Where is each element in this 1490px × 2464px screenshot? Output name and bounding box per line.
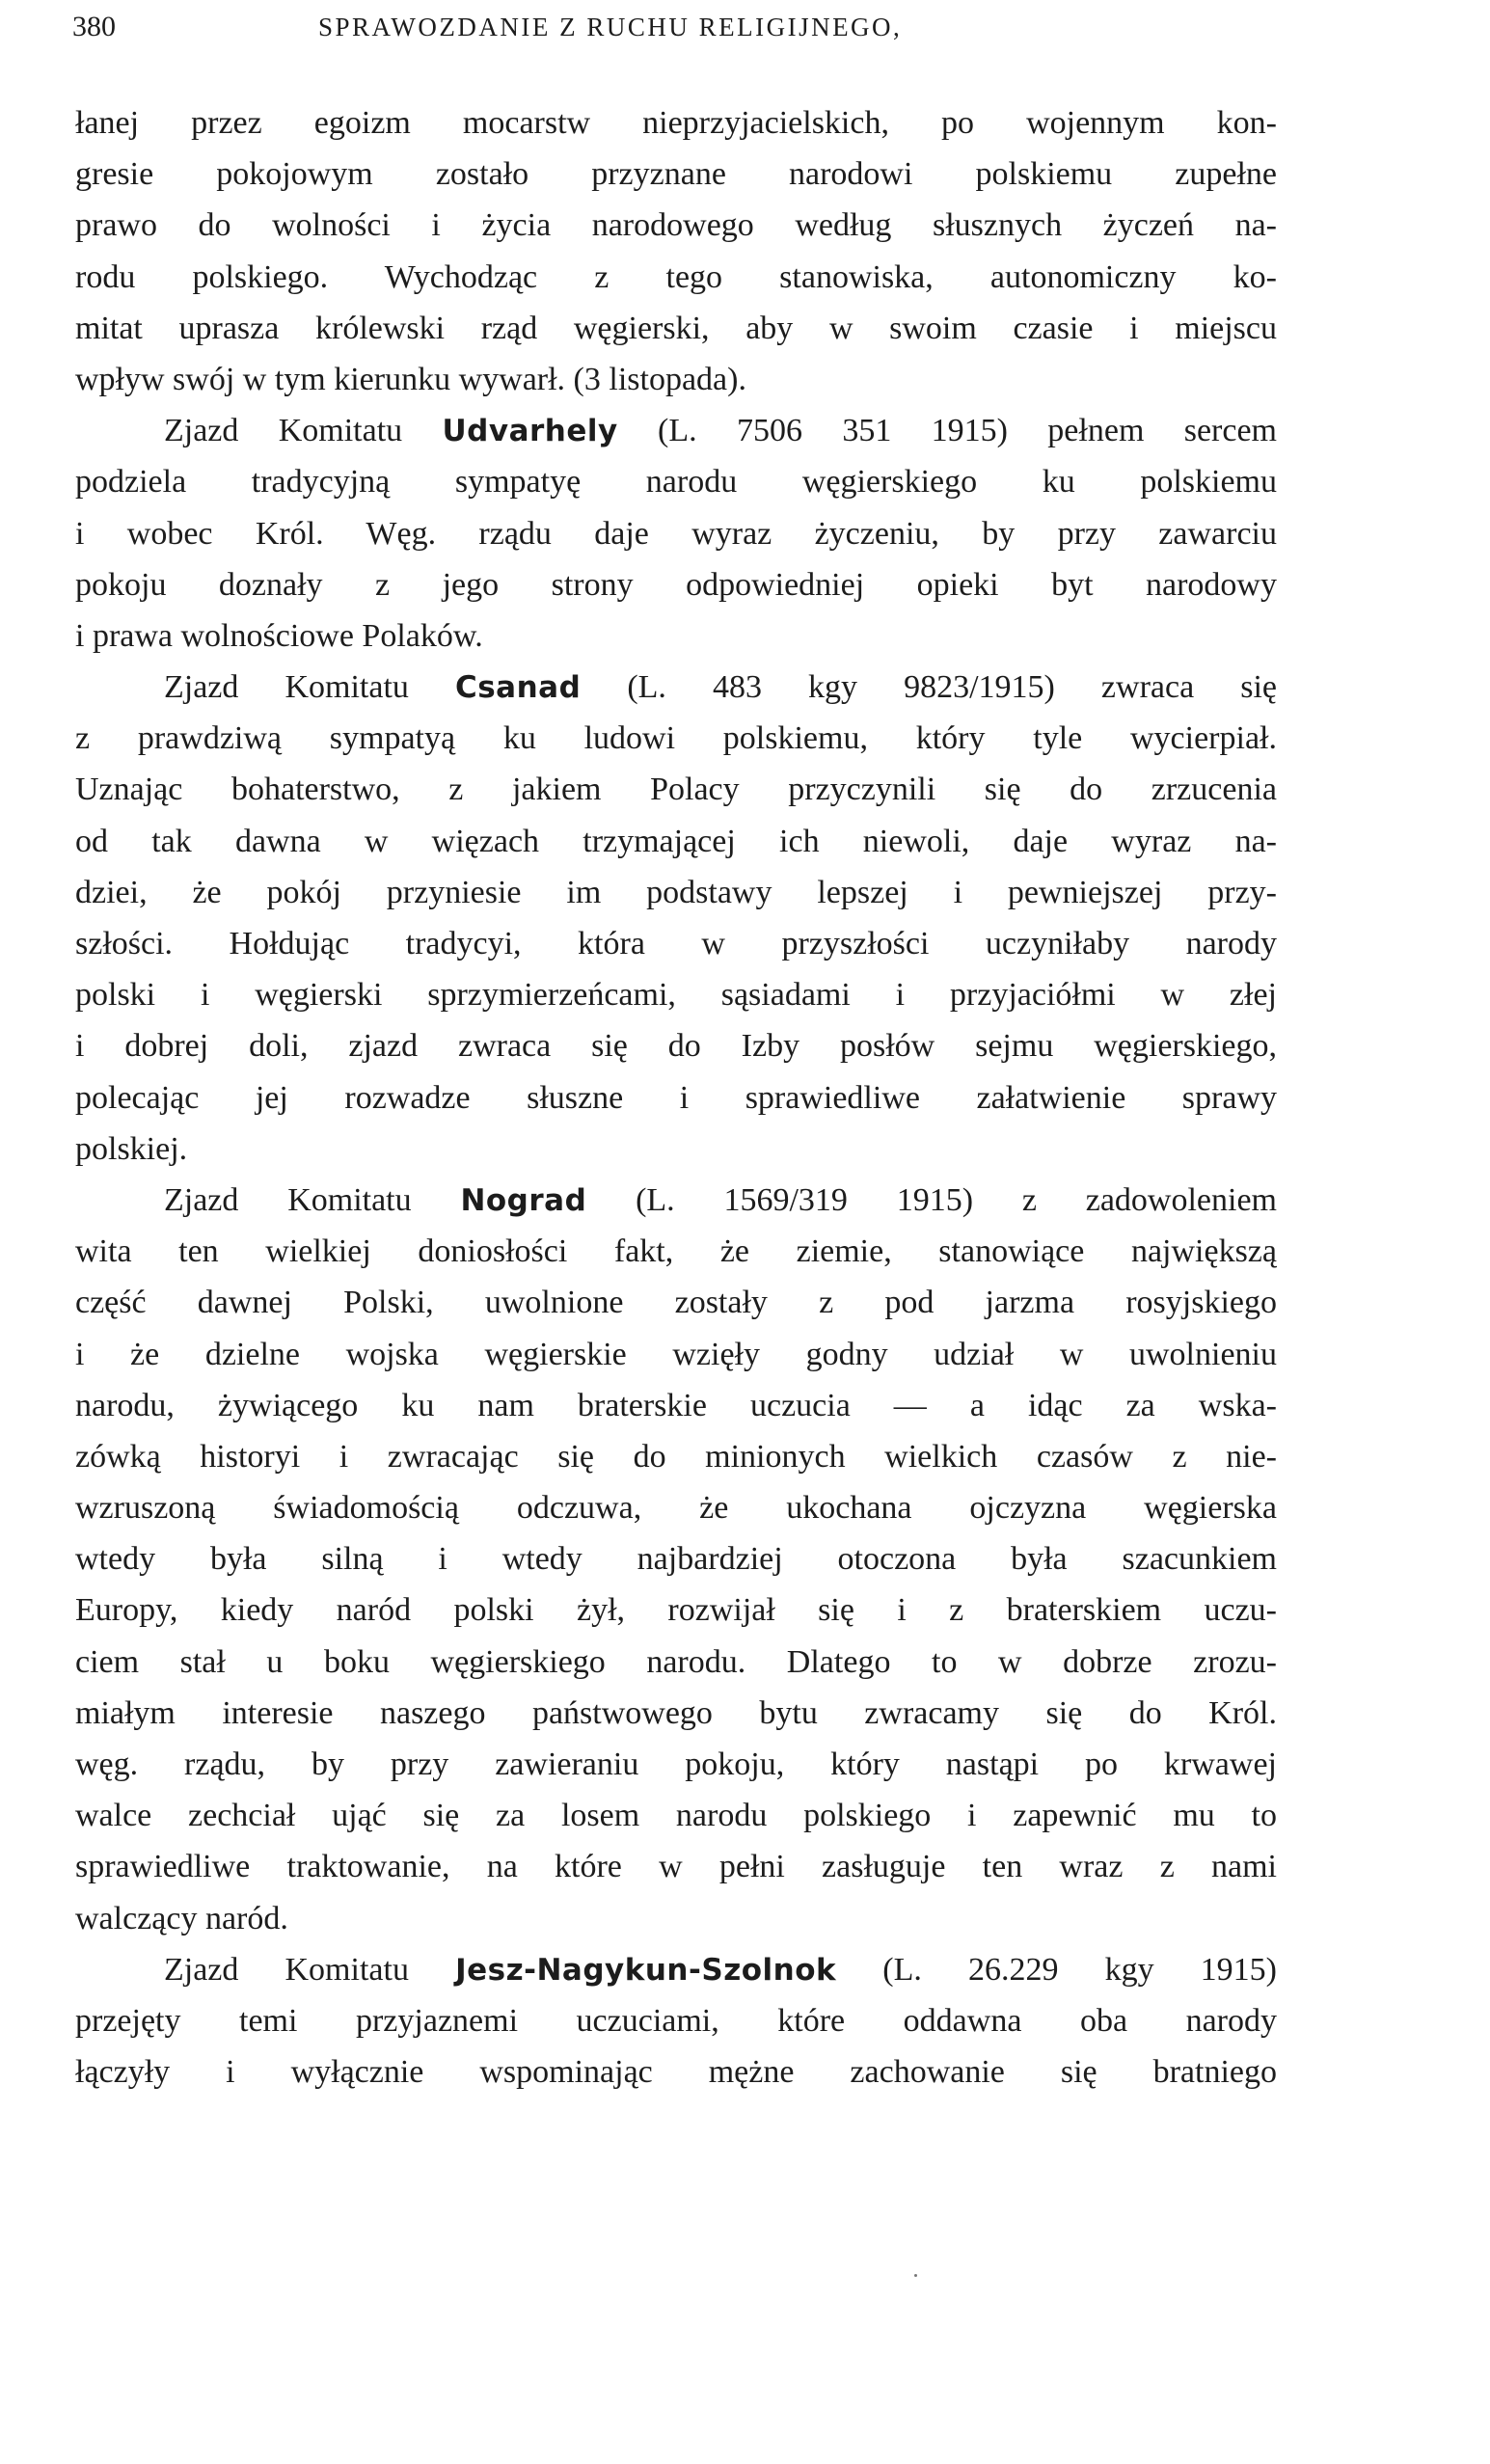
- text-segment: (L. 7506 351 1915) pełnem sercem: [617, 413, 1277, 449]
- running-head: [72, 8, 1307, 46]
- text-line: [75, 1637, 1277, 1688]
- paragraph-first-line: [75, 1944, 1277, 1995]
- text-segment: Uznając bohaterstwo, z jakiem Polacy przyczynili się do zrzucenia: [75, 772, 1277, 808]
- text-line: [75, 1841, 1277, 1892]
- text-segment: Zjazd Komitatu: [164, 669, 455, 706]
- text-line: [75, 1431, 1277, 1482]
- text-segment: część dawnej Polski, uwolnione zostały z pod jarzma rosyjskiego: [75, 1285, 1277, 1321]
- text-line: [75, 303, 1277, 354]
- text-line: [75, 149, 1277, 200]
- text-line: [75, 1072, 1277, 1124]
- text-segment: Zjazd Komitatu: [164, 1951, 456, 1988]
- komitat-name: Nograd: [460, 1182, 587, 1218]
- text-line: [75, 97, 1277, 149]
- text-segment: pokoju doznały z jego strony odpowiedniej opieki byt narodowy: [75, 566, 1277, 603]
- text-line: [75, 969, 1277, 1020]
- text-segment: mitat uprasza królewski rząd węgierski, aby w swoim czasie i miejscu: [75, 310, 1277, 346]
- paragraph-first-line: [75, 1175, 1277, 1226]
- text-line: [75, 456, 1277, 507]
- text-segment: i dobrej doli, zjazd zwraca się do Izby posłów sejmu węgierskiego,: [75, 1028, 1277, 1065]
- text-line: [75, 1329, 1277, 1380]
- text-segment: (L. 483 kgy 9823/1915) zwraca się: [581, 669, 1277, 706]
- text-line: [75, 508, 1277, 559]
- text-segment: łanej przez egoizm mocarstw nieprzyjacielskich, po wojennym kon-: [75, 105, 1277, 141]
- text-segment: sprawiedliwe traktowanie, na które w pełni zasługuje ten wraz z nami: [75, 1849, 1277, 1885]
- text-segment: narodu, żywiącego ku nam braterskie uczucia — a idąc za wska-: [75, 1387, 1277, 1423]
- text-segment: polskiej.: [75, 1130, 188, 1167]
- text-line: [75, 1277, 1277, 1328]
- text-segment: wpływ swój w tym kierunku wywarł. (3 listopada).: [75, 361, 746, 397]
- text-line: [75, 867, 1277, 918]
- text-segment: polski i węgierski sprzymierzeńcami, sąsiadami i przyjaciółmi w złej: [75, 977, 1277, 1014]
- paper-speck: [914, 2274, 917, 2277]
- text-line: [75, 1995, 1277, 2046]
- text-line: [75, 354, 1277, 405]
- text-segment: polecając jej rozwadze słuszne i sprawiedliwe załatwienie sprawy: [75, 1079, 1277, 1116]
- komitat-name: Csanad: [454, 670, 582, 706]
- text-segment: i wobec Król. Węg. rządu daje wyraz życzeniu, by przy zawarciu: [75, 515, 1277, 552]
- text-segment: wita ten wielkiej doniosłości fakt, że ziemie, stanowiące największą: [75, 1233, 1277, 1270]
- komitat-name: Udvarhely: [442, 414, 618, 449]
- text-line: [75, 1380, 1277, 1431]
- text-line: [75, 764, 1277, 815]
- body-text: [75, 97, 1277, 2098]
- text-segment: ciem stał u boku węgierskiego narodu. Dlatego to w dobrze zrozu-: [75, 1643, 1277, 1680]
- text-segment: prawo do wolności i życia narodowego według słusznych życzeń na-: [75, 207, 1277, 244]
- text-segment: z prawdziwą sympatyą ku ludowi polskiemu, który tyle wycierpiał.: [75, 720, 1277, 757]
- text-line: [75, 1688, 1277, 1739]
- text-line: [75, 1533, 1277, 1584]
- text-segment: Zjazd Komitatu: [164, 1181, 461, 1218]
- text-line: [75, 2046, 1277, 2098]
- text-segment: wtedy była silną i wtedy najbardziej otoczona była szacunkiem: [75, 1541, 1277, 1578]
- text-segment: miałym interesie naszego państwowego bytu zwracamy się do Król.: [75, 1694, 1277, 1731]
- text-segment: rodu polskiego. Wychodząc z tego stanowiska, autonomiczny ko-: [75, 258, 1277, 295]
- text-segment: zówką historyi i zwracając się do minionych wielkich czasów z nie-: [75, 1438, 1277, 1475]
- text-segment: wzruszoną świadomością odczuwa, że ukochana ojczyzna węgierska: [75, 1490, 1277, 1527]
- text-line: [75, 1893, 1277, 1944]
- text-segment: (L. 1569/319 1915) z zadowoleniem: [586, 1181, 1277, 1218]
- text-line: [75, 918, 1277, 969]
- text-line: [75, 1790, 1277, 1841]
- text-segment: dziei, że pokój przyniesie im podstawy lepszej i pewniejszej przy-: [75, 874, 1277, 910]
- paragraph-first-line: [75, 405, 1277, 456]
- komitat-name: Jesz-Nagykun-Szolnok: [455, 1952, 837, 1988]
- text-segment: podziela tradycyjną sympatyę narodu węgierskiego ku polskiemu: [75, 464, 1277, 501]
- text-segment: i że dzielne wojska węgierskie wzięły godny udział w uwolnieniu: [75, 1336, 1277, 1372]
- text-segment: i prawa wolnościowe Polaków.: [75, 617, 483, 654]
- text-line: [75, 559, 1277, 610]
- text-line: [75, 252, 1277, 303]
- text-segment: (L. 26.229 kgy 1915): [836, 1951, 1277, 1988]
- text-segment: walce zechciał ująć się za losem narodu polskiego i zapewnić mu to: [75, 1798, 1277, 1834]
- text-line: [75, 1482, 1277, 1533]
- text-segment: walczący naród.: [75, 1900, 288, 1936]
- text-line: [75, 1584, 1277, 1636]
- text-line: [75, 610, 1277, 662]
- text-line: [75, 1739, 1277, 1790]
- text-line: [75, 1124, 1277, 1175]
- text-segment: Zjazd Komitatu: [164, 413, 443, 449]
- text-segment: Europy, kiedy naród polski żył, rozwijał się i z braterskiem uczu-: [75, 1592, 1277, 1629]
- text-segment: przejęty temi przyjaznemi uczuciami, które oddawna oba narody: [75, 2002, 1277, 2039]
- text-segment: szłości. Hołdując tradycyi, która w przyszłości uczyniłaby narody: [75, 926, 1277, 961]
- text-line: [75, 200, 1277, 251]
- running-title: SPRAWOZDANIE Z RUCHU RELIGIJNEGO,: [318, 13, 903, 41]
- text-segment: węg. rządu, by przy zawieraniu pokoju, który nastąpi po krwawej: [75, 1746, 1277, 1782]
- text-line: [75, 1226, 1277, 1277]
- text-segment: łączyły i wyłącznie wspominając mężne zachowanie się bratniego: [75, 2054, 1277, 2091]
- page-number: 380: [72, 11, 116, 42]
- text-segment: gresie pokojowym zostało przyznane narodowi polskiemu zupełne: [75, 156, 1277, 193]
- text-line: [75, 1020, 1277, 1071]
- paragraph-first-line: [75, 662, 1277, 713]
- text-line: [75, 713, 1277, 764]
- text-segment: od tak dawna w więzach trzymającej ich niewoli, daje wyraz na-: [75, 823, 1277, 859]
- text-line: [75, 816, 1277, 867]
